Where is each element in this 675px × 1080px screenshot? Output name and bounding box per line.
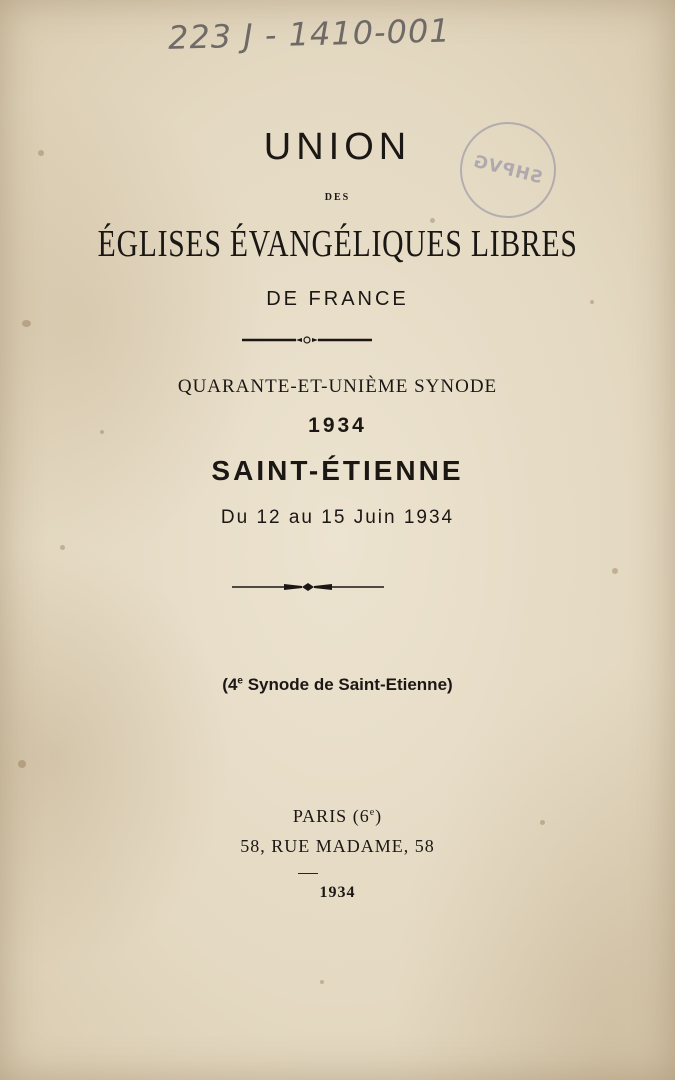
paper-stain [320,980,324,984]
title-eglises-text: ÉGLISES ÉVANGÉLIQUES LIBRES [97,223,578,265]
paper-stain [612,568,618,574]
title-eglises [0,222,675,266]
title-de-france: DE FRANCE [266,288,409,310]
imprint-city [0,806,675,827]
synod-ordinal-note [0,675,675,695]
note-ordinal-suffix: e [237,675,243,687]
synod-city: SAINT-ÉTIENNE [211,455,464,486]
paper-stain [60,545,65,550]
ornamental-rule-middle [232,580,384,594]
imprint-city-close: ) [375,806,383,826]
paper-stain [22,320,31,327]
synod-year: 1934 [308,414,367,437]
imprint-city-prefix: PARIS (6 [292,806,370,826]
synod-dates: Du 12 au 15 Juin 1934 [220,507,455,528]
title-des: DES [324,192,351,203]
imprint-city-suffix: e [369,807,376,818]
note-rest: Synode de Saint-Etienne) [242,675,453,694]
note-prefix: (4 [222,675,238,694]
stamp-text: SHPVG [471,151,545,189]
archive-reference-handwriting: 223 J - 1410-001 [167,11,452,57]
imprint-divider [298,873,318,874]
synod-name: QUARANTE-ET-UNIÈME SYNODE [177,376,498,397]
imprint-year: 1934 [319,884,356,901]
title-union: UNION [263,126,412,168]
paper-stain [18,760,26,768]
imprint-address: 58, RUE MADAME, 58 [240,836,435,856]
ornamental-rule-top [240,334,374,346]
